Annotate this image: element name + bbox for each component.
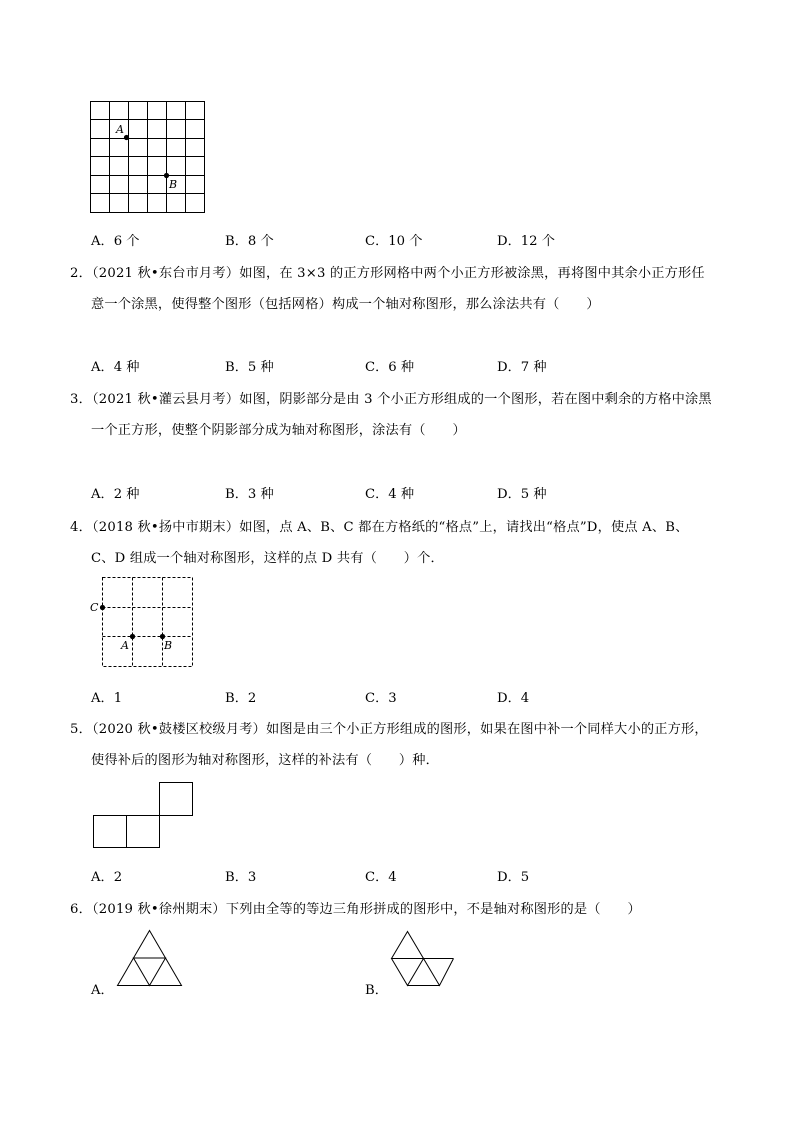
q1-point-a [124, 135, 129, 140]
q2-stem-line-2: 意一个涂黑，使得整个图形（包括网格）构成一个轴对称图形，那么涂法共有（ ） [91, 297, 600, 312]
q2-option-a: A．4 种 [91, 360, 140, 375]
q3-option-a: A．2 种 [91, 487, 140, 502]
q4-point-c-label: C [90, 601, 99, 614]
q5-square-top [160, 783, 193, 816]
q5-square-left [94, 816, 127, 848]
q4-point-c [100, 605, 105, 610]
q4-point-a-label: A [121, 639, 129, 652]
q2-option-d: D．7 种 [497, 360, 547, 375]
q4-option-c: C．3 [365, 691, 397, 706]
q4-point-a [130, 634, 135, 639]
q5-stem-line-1: 5．（2020 秋•鼓楼区校级月考）如图是由三个小正方形组成的图形，如果在图中补一个同样大小的正方形， [70, 722, 708, 737]
q4-option-b: B．2 [225, 691, 257, 706]
q3-stem-line-2: 一个正方形，使整个阴影部分成为轴对称图形，涂法有（ ） [91, 423, 466, 438]
q5-stem-line-2: 使得补后的图形为轴对称图形，这样的补法有（ ）种． [91, 753, 440, 768]
q1-option-b: B．8 个 [225, 234, 274, 249]
q2-option-c: C．6 种 [365, 360, 415, 375]
q4-stem-line-1: 4．（2018 秋•扬中市期末）如图，点 A、B、C 都在方格纸的“格点”上，请找出“格点”D，使点 A、B、 [70, 520, 689, 535]
q6-option-a-triangles [117, 930, 183, 986]
q1-grid-figure [90, 101, 210, 221]
q2-option-b: B．5 种 [225, 360, 274, 375]
q5-squares-figure [93, 782, 203, 852]
q5-square-middle [127, 816, 160, 848]
q1-option-d: D．12 个 [497, 234, 555, 249]
q5-option-d: D．5 [497, 870, 530, 885]
q3-stem-line-1: 3．（2021 秋•灌云县月考）如图，阴影部分是由 3 个小正方形组成的一个图形，若在图中剩余的方格中涂黑 [70, 392, 712, 407]
q5-option-a: A．2 [91, 870, 123, 885]
q6-option-a: A． [91, 983, 114, 998]
q1-point-a-label: A [116, 123, 124, 136]
q3-option-d: D．5 种 [497, 487, 547, 502]
q6-option-b-triangles [391, 931, 455, 987]
q6-stem-line-1: 6．（2019 秋•徐州期末）下列由全等的等边三角形拼成的图形中，不是轴对称图形的是（ ） [70, 902, 641, 917]
q4-stem-line-2: C、D 组成一个轴对称图形，这样的点 D 共有（ ）个． [91, 551, 444, 566]
q2-stem-line-1: 2．（2021 秋•东台市月考）如图，在 3×3 的正方形网格中两个小正方形被涂黑，再将图中其余小正方形任 [70, 266, 705, 281]
q5-option-c: C．4 [365, 870, 397, 885]
q4-option-d: D．4 [497, 691, 530, 706]
q4-dashed-grid-figure [90, 577, 202, 672]
q5-option-b: B．3 [225, 870, 257, 885]
q1-option-c: C．10 个 [365, 234, 423, 249]
q3-option-b: B．3 种 [225, 487, 274, 502]
q1-option-a: A．6 个 [91, 234, 140, 249]
q4-option-a: A．1 [91, 691, 123, 706]
q1-point-b-label: B [169, 178, 178, 191]
q4-point-b-label: B [164, 639, 173, 652]
q6-option-b: B． [365, 983, 388, 998]
q3-option-c: C．4 种 [365, 487, 415, 502]
